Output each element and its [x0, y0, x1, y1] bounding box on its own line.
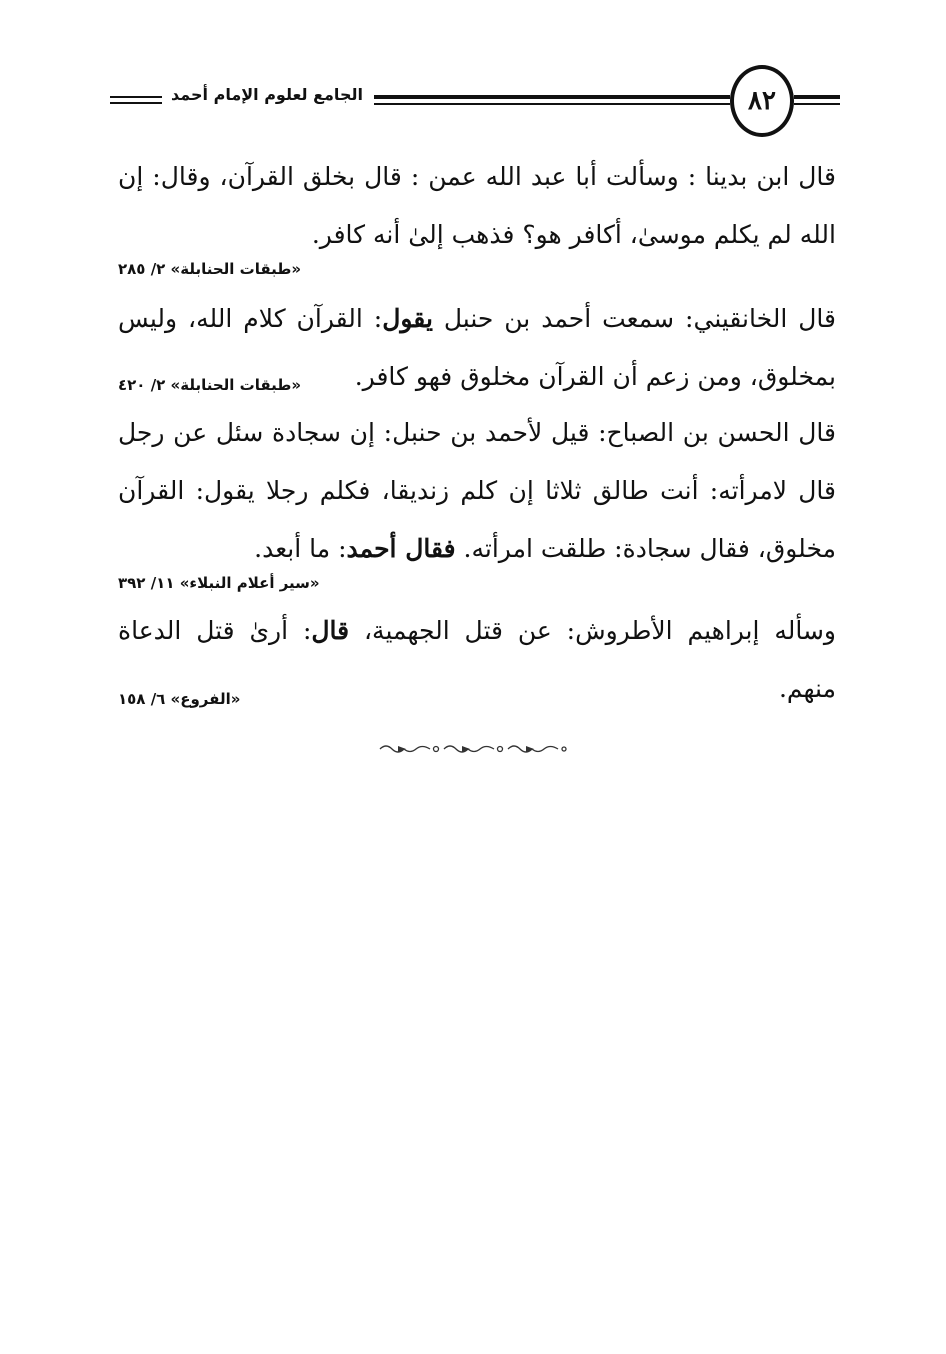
- header-rule: [110, 96, 162, 98]
- paragraph: [118, 404, 836, 578]
- source-reference: «طبقات الحنابلة» ٢/ ٢٨٥: [118, 260, 302, 278]
- paragraph: [118, 148, 836, 264]
- paragraph-text: قال ابن بدينا : وسألت أبا عبد الله عمن : قال بخلق القرآن، وقال: إن الله لم يكلم موسىٰ، أكافر هو؟ فذهب إلىٰ أنه كافر.: [118, 162, 836, 249]
- emphasis: قال: [311, 616, 350, 645]
- paragraph-text: قال الحسن بن الصباح: قيل لأحمد بن حنبل: إن سجادة سئل عن رجل قال لامرأته: أنت طالق ثلاثا إن كلم زنديقا، فكلم رجلا يقول: القرآن مخلوق، فقال سجادة: طلقت امرأته.: [118, 418, 836, 563]
- emphasis: فقال أحمد: [346, 534, 456, 563]
- paragraph-text: وسأله إبراهيم الأطروش: عن قتل الجهمية،: [349, 616, 836, 645]
- header-rule: [374, 95, 730, 99]
- book-title: الجامع لعلوم الإمام أحمد: [171, 85, 363, 104]
- paragraph-text: قال الخانقيني: سمعت أحمد بن حنبل: [432, 304, 837, 333]
- paragraph-text: : ما أبعد.: [254, 534, 347, 563]
- page-header: [110, 62, 840, 142]
- header-rule: [794, 95, 840, 99]
- source-reference: «سير أعلام النبلاء» ١١/ ٣٩٢: [118, 574, 320, 592]
- paragraph-text: : أرىٰ قتل الدعاة منهم.: [118, 616, 836, 703]
- source-reference: «طبقات الحنابلة» ٢/ ٤٢٠: [118, 376, 302, 394]
- ornament-divider-icon: [378, 742, 568, 756]
- paragraph-text: : القرآن كلام الله، وليس بمخلوق، ومن زعم أن القرآن مخلوق فهو كافر.: [118, 304, 836, 391]
- page-number: ٨٢: [730, 65, 794, 137]
- source-reference: «الفروع» ٦/ ١٥٨: [118, 690, 241, 708]
- header-rule: [794, 103, 840, 105]
- header-rule: [110, 102, 162, 104]
- emphasis: يقول: [382, 304, 433, 333]
- header-rule: [374, 103, 730, 105]
